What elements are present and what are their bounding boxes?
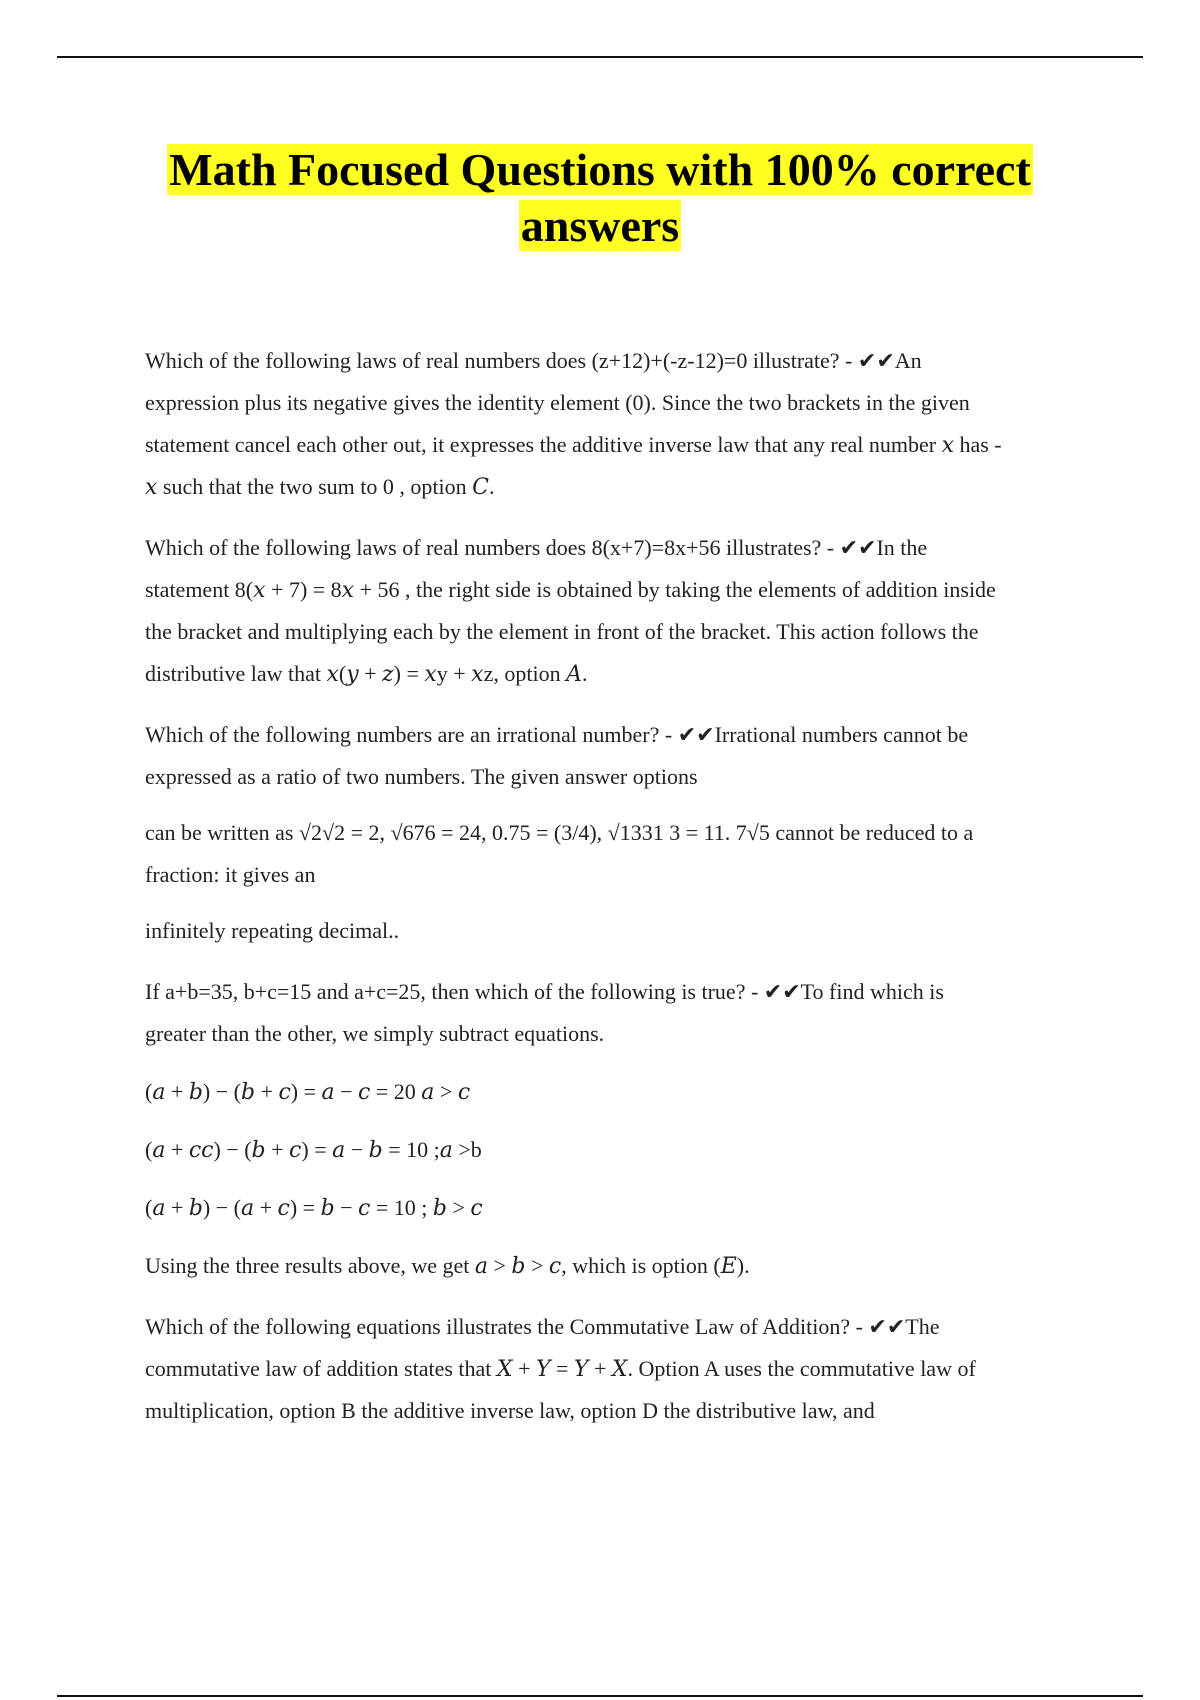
q3-line-5: infinitely repeating decimal..: [145, 918, 400, 943]
q2-line-3: the bracket and multiplying each by the element in front of the bracket. This action follows the: [145, 619, 979, 644]
q3-line-2: expressed as a ratio of two numbers. The given answer options: [145, 764, 698, 789]
q5-line-1: Which of the following equations illustrates the Commutative Law of Addition? - ✔✔The: [145, 1314, 940, 1339]
question-2: [145, 527, 1095, 695]
question-3: [145, 714, 1095, 952]
q2-line-2: statement 8(𝑥 + 7) = 8𝑥 + 56 , the right side is obtained by taking the elements of addition inside: [145, 577, 996, 602]
q4-equation-2: (𝑎 + 𝑐𝑐) − (𝑏 + 𝑐) = 𝑎 − 𝑏 = 10 ;𝑎 >b: [145, 1137, 482, 1162]
question-4: [145, 971, 1095, 1287]
q2-line-4: distributive law that 𝑥(𝑦 + 𝑧) = 𝑥y + 𝑥z, option 𝐴.: [145, 661, 588, 686]
title-line-2: answers: [520, 200, 680, 251]
q1-line-2: expression plus its negative gives the identity element (0). Since the two brackets in the given: [145, 390, 970, 415]
q3-line-4: fraction: it gives an: [145, 862, 316, 887]
q4-equation-1: (𝑎 + 𝑏) − (𝑏 + 𝑐) = 𝑎 − 𝑐 = 20 𝑎 > 𝑐: [145, 1079, 471, 1104]
q4-equation-3: (𝑎 + 𝑏) − (𝑎 + 𝑐) = 𝑏 − 𝑐 = 10 ; 𝑏 > 𝑐: [145, 1195, 483, 1220]
question-1: [145, 340, 1095, 508]
question-5: [145, 1306, 1095, 1432]
q4-line-3: Using the three results above, we get 𝑎 > 𝑏 > 𝑐, which is option (𝐸).: [145, 1253, 750, 1278]
document-body: [145, 340, 1095, 1432]
q1-line-1: Which of the following laws of real numbers does (z+12)+(-z-12)=0 illustrate? - ✔✔An: [145, 348, 922, 373]
q3-line-3: can be written as √2√2 = 2, √676 = 24, 0.75 = (3/4), √1331 3 = 11. 7√5 cannot be reduced to a: [145, 820, 974, 845]
q1-line-3: statement cancel each other out, it expresses the additive inverse law that any real number 𝑥 has -: [145, 432, 1002, 457]
bottom-rule: [57, 1695, 1143, 1697]
q1-line-4: 𝑥 such that the two sum to 0 , option 𝐶.: [145, 474, 495, 499]
q3-line-1: Which of the following numbers are an irrational number? - ✔✔Irrational numbers cannot be: [145, 722, 969, 747]
q2-line-1: Which of the following laws of real numbers does 8(x+7)=8x+56 illustrates? - ✔✔In the: [145, 535, 928, 560]
q4-line-2: greater than the other, we simply subtract equations.: [145, 1021, 605, 1046]
q4-line-1: If a+b=35, b+c=15 and a+c=25, then which of the following is true? - ✔✔To find which is: [145, 979, 944, 1004]
top-rule: [57, 56, 1143, 58]
q5-line-2: commutative law of addition states that 𝑋 + 𝑌 = 𝑌 + 𝑋. Option A uses the commutative law of: [145, 1356, 976, 1381]
document-title: [100, 142, 1100, 254]
title-line-1: Math Focused Questions with 100% correct: [169, 144, 1031, 195]
q5-line-3: multiplication, option B the additive inverse law, option D the distributive law, and: [145, 1398, 875, 1423]
